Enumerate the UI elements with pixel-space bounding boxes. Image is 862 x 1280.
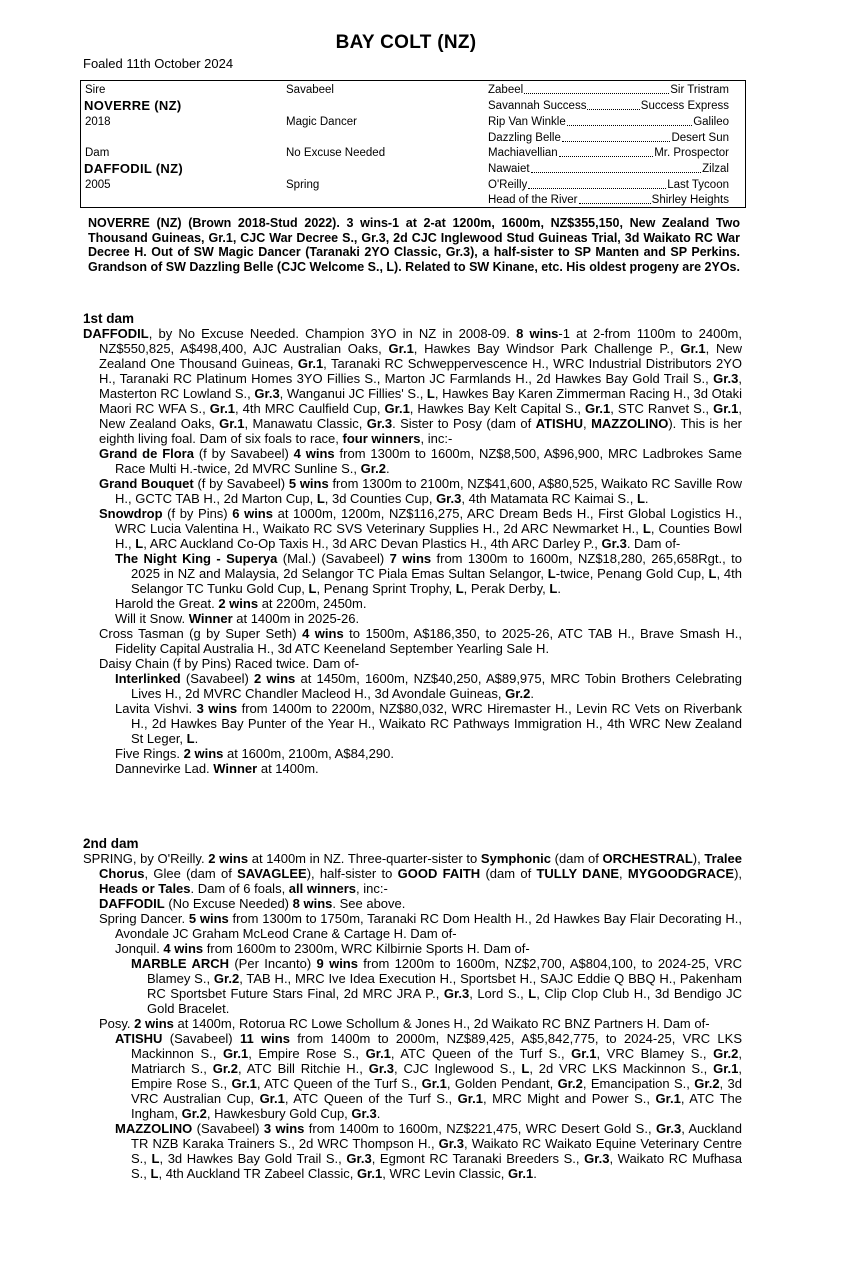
bold-text: all winners (288, 881, 356, 896)
text-run: , Wanganui JC Fillies' S., (279, 386, 427, 401)
text-run: Will it Snow. (115, 611, 189, 626)
text-run: . (533, 1166, 537, 1181)
sire-label: Sire (85, 84, 106, 96)
progeny-entry (115, 596, 742, 611)
progeny-entry (115, 1121, 743, 1181)
text-run: , ATC Queen of the Turf S., (256, 1076, 422, 1091)
text-run: , Clip Clop Club H., 3d Bendigo JC Gold Bracelet. (147, 986, 742, 1016)
bold-text: ATISHU (535, 416, 584, 431)
bold-text: MARBLE ARCH (131, 956, 230, 971)
text-run: , by No Excuse Needed. Champion 3YO in NZ in 2008-09. (148, 326, 517, 341)
bold-text: 6 wins (232, 506, 273, 521)
text-run: Jonquil. (115, 941, 164, 956)
bold-text: Gr.2 (713, 1046, 739, 1061)
bold-text: 2 wins (183, 746, 224, 761)
leader-dots (528, 178, 666, 189)
bold-text: 2 wins (208, 851, 249, 866)
bold-text: Symphonic (480, 851, 551, 866)
ancestor-sire: Success Express (640, 100, 729, 112)
bold-text: Gr.1 (209, 401, 236, 416)
ancestor-row (488, 99, 729, 114)
leader-dots (562, 131, 671, 142)
bold-text: L (642, 521, 651, 536)
text-run: from 1300m to 1750m, Taranaki RC Dom Health H., 2d Hawkes Bay Flair Decorating H., Avondale JC Graham McLeod Crane & Cartage H. Dam of- (115, 911, 742, 941)
text-run: Posy. (99, 1016, 135, 1031)
bold-text: Gr.3 (438, 1136, 464, 1151)
text-run: , 3d Hawkes Bay Gold Trail S., (159, 1151, 347, 1166)
text-run: , 4th Matamata RC Kaimai S., (461, 491, 637, 506)
bold-text: Tralee Chorus (99, 851, 742, 881)
ancestor-row (488, 131, 729, 146)
bold-text: The Night King - Superya (115, 551, 278, 566)
bold-text: Gr.3 (254, 386, 280, 401)
text-run: from 1200m to 1600m, NZ$2,700, A$804,100, to 2024-25, VRC Blamey S., (147, 956, 742, 986)
text-run: , VRC Blamey S., (596, 1046, 714, 1061)
progeny-entry (83, 326, 742, 446)
bold-text: Gr.1 (655, 1091, 681, 1106)
bold-text: L (426, 386, 435, 401)
bold-text: ORCHESTRAL (602, 851, 693, 866)
text-run: from 1600m to 2300m, WRC Kilbirnie Sports H. Dam of- (203, 941, 530, 956)
text-run: ). This is her eighth living foal. Dam of six foals to race, (99, 416, 742, 446)
bold-text: L (151, 1151, 160, 1166)
bold-text: L (708, 566, 717, 581)
ancestor-row (488, 162, 729, 177)
leader-dots (559, 146, 654, 157)
text-run: , Egmont RC Taranaki Breeders S., (371, 1151, 585, 1166)
progeny-entry (99, 476, 742, 506)
text-run: from 1300m to 2100m, NZ$41,600, A$80,525, Waikato RC Saville Row H., GCTC TAB H., 2d Marton Cup, (115, 476, 742, 506)
progeny-entry (131, 956, 742, 1016)
text-run: . Sister to Posy (dam of (392, 416, 536, 431)
leader-dots (567, 115, 692, 126)
text-run: . (530, 686, 534, 701)
bold-text: Gr.2 (505, 686, 531, 701)
bold-text: Gr.1 (356, 1166, 383, 1181)
text-run: (dam of (480, 866, 537, 881)
bold-text: Gr.1 (384, 401, 410, 416)
text-run: , 4th Selangor TC Tunku Gold Cup, (131, 566, 742, 596)
bold-text: Gr.2 (213, 971, 240, 986)
text-run: , STC Ranvet S., (610, 401, 714, 416)
ancestor-name: Head of the River (488, 194, 578, 206)
bold-text: Gr.1 (680, 341, 706, 356)
stallion-summary: NOVERRE (NZ) (Brown 2018-Stud 2022). 3 wins-1 at 2-at 1200m, 1600m, NZ$355,150, New Zealand Two Thousand Guineas, Gr.1, CJC War Decree S., Gr.3, 2d CJC Inglewood Stud Guineas Trial, 3d Waikato RC War Decree H. Out of SW Magic Dancer (Taranaki 2YO Classic, Gr.3), a half-sister to SP Manten and SP Perkins. Grandson of SW Dazzling Belle (CJC Welcome S., L). Related to SW Kinane, etc. His oldest progeny are 2YOs. (88, 216, 740, 274)
ancestor-sire: Last Tycoon (667, 179, 729, 191)
bold-text: 11 wins (239, 1031, 290, 1046)
text-run: , ATC Bill Ritchie H., (238, 1061, 369, 1076)
leader-dots (579, 193, 651, 204)
bold-text: L (549, 581, 558, 596)
text-run: , ARC Auckland Co-Op Taxis H., 3d ARC Devan Plastics H., 4th ARC Darley P., (143, 536, 602, 551)
dam-sire: No Excuse Needed (286, 147, 386, 159)
text-run: (Savabeel) (192, 1121, 264, 1136)
foaled-date: Foaled 11th October 2024 (83, 56, 234, 71)
bold-text: Gr.1 (713, 1061, 739, 1076)
text-run: , Taranaki RC Schweppervescence H., WRC Industrial Distributors 2YO H., Taranaki RC Platinum Homes 3YO Fillies S., Marton JC Farmlands H., 2d Hawkes Bay Gold Trail S., (99, 356, 742, 386)
bold-text: Gr.1 (388, 341, 414, 356)
text-run: at 2200m, 2450m. (258, 596, 367, 611)
ancestor-name: Rip Van Winkle (488, 116, 566, 128)
bold-text: L (150, 1166, 159, 1181)
text-run: to 1500m, A$186,350, to 2025-26, ATC TAB H., Brave Smash H., Fidelity Capital Australia H., 3d ATC Keeneland September Yearling Sale H. (115, 626, 742, 656)
text-run: . (644, 491, 649, 506)
bold-text: Gr.2 (360, 461, 386, 476)
text-run: , Penang Sprint Trophy, (316, 581, 456, 596)
text-run: . (557, 581, 561, 596)
text-run: , Lord S., (469, 986, 529, 1001)
bold-text: Gr.1 (259, 1091, 285, 1106)
bold-text: 2 wins (253, 671, 296, 686)
dam-name: DAFFODIL (NZ) (84, 161, 183, 176)
text-run: , Counties Bowl H., (115, 521, 742, 551)
text-run: (No Excuse Needed) (164, 896, 293, 911)
progeny-entry (115, 611, 742, 626)
text-run: Harold the Great. (115, 596, 219, 611)
bold-text: Grand de Flora (99, 446, 194, 461)
text-run: , inc:- (420, 431, 453, 446)
bold-text: Gr.3 (346, 1151, 372, 1166)
bold-text: Winner (213, 761, 258, 776)
bold-text: Gr.3 (601, 536, 627, 551)
bold-text: Gr.3 (443, 986, 470, 1001)
ancestor-row (488, 115, 729, 130)
text-run: , Hawkes Bay Windsor Park Challenge P., (413, 341, 681, 356)
progeny-entry (99, 911, 742, 941)
text-run: , Perak Derby, (463, 581, 550, 596)
ancestor-sire: Galileo (693, 116, 729, 128)
ancestor-name: Nawaiet (488, 163, 530, 175)
bold-text: Gr.1 (584, 401, 611, 416)
text-run: Daisy Chain (f by Pins) Raced twice. Dam of- (99, 656, 360, 671)
bold-text: Gr.1 (222, 1046, 249, 1061)
text-run: Cross Tasman (g by Super Seth) (99, 626, 303, 641)
text-run: , Matriarch S., (131, 1046, 743, 1076)
progeny-entry (115, 701, 742, 746)
ancestor-sire: Mr. Prospector (654, 147, 729, 159)
dam-dam: Spring (286, 179, 320, 191)
text-run: (Savabeel) (162, 1031, 240, 1046)
text-run: from 1400m to 2200m, NZ$80,032, WRC Hiremaster H., Levin RC Vets on Riverbank H., 2d Hawkes Bay Punter of the Year H., Waikato RC Pathways Immigration H., 4th WRC New Zealand St Leger, (131, 701, 742, 746)
ancestor-name: Machiavellian (488, 147, 558, 159)
bold-text: L (547, 566, 556, 581)
bold-text: TULLY DANE (536, 866, 620, 881)
progeny-entry (115, 1031, 743, 1121)
text-run: (Savabeel) (180, 671, 254, 686)
bold-text: Gr.2 (212, 1061, 239, 1076)
ancestor-sire: Desert Sun (671, 132, 729, 144)
bold-text: Gr.1 (297, 356, 324, 371)
progeny-entry (83, 851, 743, 896)
bold-text: Gr.3 (436, 491, 462, 506)
progeny-entry (115, 746, 742, 761)
text-run: (Mal.) (Savabeel) (277, 551, 390, 566)
second-dam-heading: 2nd dam (83, 836, 139, 851)
text-run: from 1300m to 1600m, NZ$18,280, 265,658Rgt., to 2025 in NZ and Malaysia, 2d Selangor TC Piala Emas Sultan Selangor, (131, 551, 742, 581)
progeny-entry (115, 941, 742, 956)
progeny-entry (115, 761, 742, 776)
progeny-entry (99, 896, 742, 911)
text-run: , Manawatu Classic, (244, 416, 367, 431)
text-run: , ATC Queen of the Turf S., (284, 1091, 458, 1106)
text-run: , Glee (dam of (144, 866, 238, 881)
dam-year: 2005 (85, 179, 111, 191)
ancestor-name: O'Reilly (488, 179, 528, 191)
progeny-entry (99, 506, 742, 551)
bold-text: 3 wins (263, 1121, 305, 1136)
bold-text: 4 wins (302, 626, 344, 641)
bold-text: Gr.1 (231, 1076, 257, 1091)
bold-text: DAFFODIL (83, 326, 149, 341)
text-run: . See above. (332, 896, 406, 911)
bold-text: L (135, 536, 144, 551)
text-run: Five Rings. (115, 746, 184, 761)
bold-text: Gr.1 (421, 1076, 447, 1091)
text-run: , Hawkes Bay Kelt Capital S., (409, 401, 585, 416)
bold-text: 8 wins (292, 896, 333, 911)
sire-dam: Magic Dancer (286, 116, 357, 128)
bold-text: 4 wins (293, 446, 335, 461)
bold-text: Gr.3 (655, 1121, 682, 1136)
bold-text: Gr.3 (584, 1151, 610, 1166)
bold-text: Gr.3 (368, 1061, 395, 1076)
text-run: SPRING, by O'Reilly. (83, 851, 209, 866)
bold-text: GOOD FAITH (397, 866, 481, 881)
progeny-entry (115, 551, 742, 596)
bold-text: Winner (188, 611, 233, 626)
bold-text: SAVAGLEE (237, 866, 307, 881)
text-run: , Auckland TR NZB Karaka Trainers S., 2d WRC Thompson H., (131, 1121, 742, 1151)
text-run: (f by Pins) (162, 506, 233, 521)
ancestor-sire: Shirley Heights (651, 194, 729, 206)
ancestor-sire: Zilzal (702, 163, 729, 175)
text-run: , ATC Queen of the Turf S., (390, 1046, 572, 1061)
bold-text: 5 wins (288, 476, 329, 491)
text-run: , Golden Pendant, (446, 1076, 558, 1091)
bold-text: MAZZOLINO (591, 416, 669, 431)
text-run: , 4th MRC Caulfield Cup, (235, 401, 385, 416)
text-run: , New Zealand Oaks, (99, 401, 742, 431)
bold-text: L (521, 1061, 530, 1076)
text-run: (f by Savabeel) (193, 446, 294, 461)
text-run: , 4th Auckland TR Zabeel Classic, (158, 1166, 357, 1181)
text-run: , Waikato RC Mufhasa S., (131, 1151, 743, 1181)
ancestor-row (488, 193, 729, 208)
bold-text: DAFFODIL (99, 896, 165, 911)
text-run: , 3d VRC Australian Cup, (131, 1076, 742, 1106)
ancestor-sire: Sir Tristram (670, 84, 729, 96)
text-run: -twice, Penang Gold Cup, (555, 566, 709, 581)
ancestor-row (488, 178, 729, 193)
text-run: ), (692, 851, 705, 866)
bold-text: Gr.2 (694, 1076, 720, 1091)
text-run: , (583, 416, 592, 431)
text-run: (f by Savabeel) (193, 476, 289, 491)
text-run: , Hawkes Bay Karen Zimmerman Racing H., 3d Otaki Maori RC WFA S., (99, 386, 742, 416)
bold-text: four winners (342, 431, 421, 446)
text-run: ), half-sister to (306, 866, 398, 881)
dam-label: Dam (85, 147, 110, 159)
leader-dots (524, 83, 669, 94)
text-run: , inc:- (356, 881, 388, 896)
ancestor-name: Dazzling Belle (488, 132, 561, 144)
bold-text: 4 wins (163, 941, 204, 956)
bold-text: Gr.1 (507, 1166, 534, 1181)
text-run: , WRC Levin Classic, (382, 1166, 508, 1181)
bold-text: ATISHU (115, 1031, 163, 1046)
text-run: , CJC Inglewood S., (394, 1061, 522, 1076)
text-run: , Emancipation S., (582, 1076, 695, 1091)
text-run: , Waikato RC Waikato Equine Veterinary Centre S., (131, 1136, 743, 1166)
text-run: (Per Incanto) (229, 956, 317, 971)
bold-text: 2 wins (218, 596, 259, 611)
text-run: -1 at 2-from 1100m to 2400m, NZ$550,825, A$498,400, AJC Australian Oaks, (99, 326, 742, 356)
bold-text: L (636, 491, 645, 506)
bold-text: Gr.1 (571, 1046, 597, 1061)
text-run: Dannevirke Lad. (115, 761, 214, 776)
progeny-entry (99, 656, 742, 671)
text-run: , MRC Might and Power S., (482, 1091, 656, 1106)
bold-text: Gr.2 (181, 1106, 207, 1121)
bold-text: Interlinked (115, 671, 181, 686)
text-run: at 1400m in NZ. Three-quarter-sister to (248, 851, 481, 866)
bold-text: Gr.1 (365, 1046, 391, 1061)
text-run: (dam of (551, 851, 603, 866)
bold-text: Gr.2 (557, 1076, 583, 1091)
ancestor-name: Savannah Success (488, 100, 587, 112)
page-title: BAY COLT (NZ) (335, 32, 477, 53)
progeny-entry (115, 671, 743, 701)
bold-text: L (186, 731, 195, 746)
bold-text: L (308, 581, 317, 596)
leader-dots (531, 162, 702, 173)
text-run: at 1450m, 1600m, NZ$40,250, A$89,975, MRC Tobin Brothers Celebrating Lives H., 2d MVRC Chandler Macleod H., 3d Avondale Guineas, (131, 671, 743, 701)
text-run: from 1400m to 1600m, NZ$221,475, WRC Desert Gold S., (304, 1121, 656, 1136)
pedigree-table (80, 80, 746, 208)
text-run: , 2d VRC LKS Mackinnon S., (529, 1061, 714, 1076)
bold-text: Gr.3 (713, 371, 739, 386)
bold-text: 5 wins (188, 911, 229, 926)
text-run: . (376, 1106, 381, 1121)
bold-text: L (455, 581, 464, 596)
text-run: at 1400m, Rotorua RC Lowe Schollum & Jones H., 2d Waikato RC BNZ Partners H. Dam of- (173, 1016, 710, 1031)
sire-sire: Savabeel (286, 84, 334, 96)
bold-text: 3 wins (196, 701, 238, 716)
first-dam-heading: 1st dam (83, 311, 135, 326)
bold-text: 9 wins (316, 956, 358, 971)
bold-text: 8 wins (516, 326, 559, 341)
bold-text: Grand Bouquet (99, 476, 194, 491)
text-run: from 1400m to 2000m, NZ$89,425, A$5,842,775, to 2024-25, VRC LKS Mackinnon S., (131, 1031, 743, 1061)
text-run: , Masterton RC Lowland S., (99, 371, 742, 401)
text-run: , ATC The Ingham, (131, 1091, 742, 1121)
bold-text: Gr.3 (351, 1106, 377, 1121)
ancestor-row (488, 146, 729, 161)
text-run: , 3d Counties Cup, (324, 491, 437, 506)
text-run: , TAB H., MRC Ive Idea Execution H., Sportsbet H., SAJC Eddie Q BBQ H., Pakenham RC Sportsbet Future Stars Final, 2d MRC JRA P., (147, 971, 742, 1001)
text-run: at 1600m, 2100m, A$84,290. (223, 746, 394, 761)
progeny-entry (99, 446, 742, 476)
text-run: . Dam of 6 foals, (190, 881, 289, 896)
bold-text: 7 wins (389, 551, 432, 566)
ancestor-row (488, 83, 729, 98)
text-run: , Empire Rose S., (131, 1061, 742, 1091)
bold-text: Gr.1 (457, 1091, 483, 1106)
text-run: , (619, 866, 628, 881)
bold-text: Gr.1 (219, 416, 245, 431)
bold-text: Gr.1 (713, 401, 739, 416)
text-run: , New Zealand One Thousand Guineas, (99, 341, 742, 371)
bold-text: MAZZOLINO (115, 1121, 193, 1136)
text-run: Lavita Vishvi. (115, 701, 197, 716)
bold-text: L (316, 491, 325, 506)
text-run: at 1400m in 2025-26. (232, 611, 360, 626)
text-run: from 1300m to 1600m, NZ$8,500, A$96,900, MRC Ladbrokes Same Race Multi H.-twice, 2d MVRC Sunline S., (115, 446, 742, 476)
sire-year: 2018 (85, 116, 111, 128)
sire-name: NOVERRE (NZ) (84, 98, 182, 113)
bold-text: 2 wins (134, 1016, 174, 1031)
text-run: . (194, 731, 199, 746)
progeny-entry (99, 1016, 742, 1031)
bold-text: Snowdrop (99, 506, 163, 521)
text-run: at 1000m, 1200m, NZ$116,275, ARC Dream Beds H., First Global Logistics H., WRC Lucia Valentina H., Waikato RC SVS Veterinary Supplies H., 2d ARC Newmarket H., (115, 506, 742, 536)
bold-text: Gr.3 (366, 416, 393, 431)
bold-text: L (528, 986, 537, 1001)
bold-text: MYGOODGRACE (627, 866, 735, 881)
leader-dots (587, 99, 639, 110)
progeny-entry (99, 626, 742, 656)
text-run: , Empire Rose S., (248, 1046, 366, 1061)
text-run: Spring Dancer. (99, 911, 189, 926)
text-run: at 1400m. (257, 761, 319, 776)
text-run: , Hawkesbury Gold Cup, (206, 1106, 352, 1121)
ancestor-name: Zabeel (488, 84, 524, 96)
text-run: ), (734, 866, 743, 881)
text-run: . Dam of- (626, 536, 681, 551)
bold-text: Heads or Tales (99, 881, 191, 896)
text-run: . (385, 461, 390, 476)
